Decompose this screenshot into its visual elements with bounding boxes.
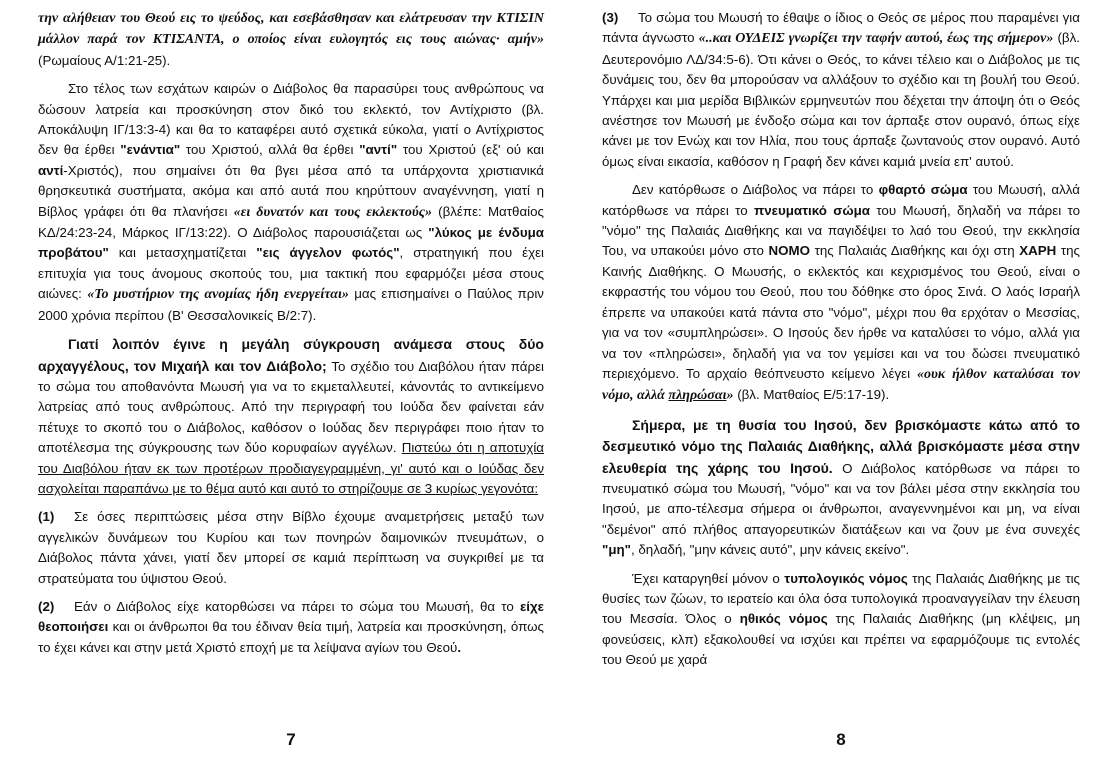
list-item-1 — [38, 507, 544, 589]
page-right — [602, 0, 1080, 770]
paragraph-archangels — [38, 334, 544, 499]
emphasis: ΝΟΜΟ — [768, 243, 811, 259]
page-number: 7 — [286, 730, 296, 749]
paragraph-spiritual-body — [602, 180, 1080, 406]
page-number: 8 — [836, 730, 846, 749]
text-run: μας επισημαίνει ο Παύλος πριν 2000 χρόνια περίπου — [38, 286, 544, 323]
text-run: -Χριστός), που σημαίνει ότι θα βγει μέσα από τα υπάρχοντα χριστιανικά θρησκευτικά συστήματα, ακόμα και από αυτά που κηρύττουν αναγέννηση, γιατί η Βίβλος γράφει ότι θα πλανήσει — [38, 162, 544, 219]
scripture-quote: «ουκ ήλθον καταλύσαι τον νόμο, αλλά — [602, 366, 1080, 404]
scripture-reference: (βλ. Αποκάλυψη ΙΓ/13:3-4) — [38, 101, 544, 138]
emphasis: "εις άγγελον φωτός" — [256, 245, 400, 261]
paragraph-lead: Σήμερα, με τη θυσία του Ιησού, δεν βρισκόμαστε κάτω από το δεσμευτικό νόμο της Παλαιάς Διαθήκης, αλλά βρισκόμαστε μέσα στην ελευθερία της χάρης του Ιησού. — [602, 416, 1080, 476]
emphasis: "ενάντια" — [120, 142, 181, 158]
right-text-column — [602, 8, 1080, 671]
list-marker: (1) — [38, 509, 55, 525]
paragraph-antichrist — [38, 79, 544, 326]
scripture-quote: «ει δυνατόν και τους εκλεκτούς» — [233, 204, 432, 220]
list-marker: (3) — [602, 10, 619, 25]
page-left — [38, 0, 544, 770]
emphasis: αντί — [38, 162, 64, 178]
text-run: της Παλαιάς Διαθήκης (μη κλέψεις, μη φονεύσεις, κλπ) εξακολουθεί να ισχύει και πρέπει να εφαρμόζουμε τις εντολές του Θεού με χαρά — [602, 611, 1080, 668]
list-item-3 — [602, 8, 1080, 172]
scripture-reference: (Β' Θεσσαλονικείς Β/2:7). — [167, 307, 317, 323]
list-item-2 — [38, 597, 544, 658]
text-run: Δεν κατόρθωσε ο Διάβολος να πάρει το — [632, 182, 879, 198]
left-text-column — [38, 8, 544, 658]
text-run: του Μωυσή, αλλά κατόρθωσε να πάρει το — [602, 182, 1080, 218]
scripture-quote: » — [726, 388, 734, 404]
list-marker: (2) — [38, 598, 55, 614]
emphasis: τυπολογικός νόμος — [784, 570, 908, 586]
text-run: , στρατηγική που έχει επιτυχία για τους άνομους σκοπούς του, μια τακτική που εφαρμόζει μέσα στους αιώνες: — [38, 245, 544, 302]
scripture-reference: (βλ. Ματθαίος Ε/5:17-19). — [733, 387, 890, 403]
text-run: Ο Διάβολος κατόρθωσε να πάρει το πνευματικό σώμα του Μωυσή, "νόμο" και να τον βάλει μέσα στην εκκλησία του Ιησού, με απο-τέλεσμα σήμερα οι άνθρωποι, αναγεννημένοι και μη, να είναι "δεμένοι" από πλήθος απαγορευτικών διατάξεων και να ζουν με ένα συνεχές — [602, 460, 1080, 537]
paragraph-moral-law — [602, 569, 1080, 671]
emphasis: πνευματικό σώμα — [753, 202, 870, 218]
text-run: Το σώμα του Μωυσή το έθαψε ο ίδιος ο Θεός σε μέρος που παραμένει για πάντα άγνωστο — [602, 10, 1080, 46]
text-run: Σε όσες περιπτώσεις μέσα στην Βίβλο έχουμε αναμετρήσεις μεταξύ των αγγελικών δυνάμεων του Κυρίου και των πονηρών δαιμονικών πνευμάτων, ο Διάβολος πάντα χάνει, γιατί δεν μπορεί σε καμιά περίπτωση να συγκριθεί με τα στρατεύματα του ύψιστου Θεού. — [38, 509, 544, 586]
emphasis: φθαρτό σώμα — [878, 182, 968, 198]
scripture-quote-underlined: πληρώσαι — [668, 388, 727, 404]
text-run: και οι άνθρωποι θα του έδιναν θεία τιμή, λατρεία και προσκύνηση, όπως το έχει κάνει και στην μετά Χριστό εποχή με τα λείψανα αγίων του Θεού — [38, 619, 544, 655]
text-run: του Χριστού (εξ' ού και — [397, 142, 544, 158]
text-run: της Παλαιάς Διαθήκης και όχι στη — [810, 243, 1020, 259]
text-run: . — [457, 639, 462, 655]
text-run: Έχει καταργηθεί μόνον ο — [632, 570, 785, 586]
scripture-reference: (Ρωμαίους Α/1:21-25). — [38, 52, 171, 68]
text-run: του Μωυσή, δηλαδή να πάρει το "νόμο" της Παλαιάς Διαθήκης και να παγιδέψει το λαό του Θεού, την εκκλησία Του, να υπακούει μόνο στο — [602, 202, 1080, 259]
text-run: Εάν ο Διάβολος είχε κατορθώσει να πάρει το σώμα του Μωυσή, θα το — [74, 598, 520, 614]
emphasis: "αντί" — [359, 142, 398, 158]
scripture-reference: (βλέπε: Ματθαίος ΚΔ/24:23-24, Μάρκος ΙΓ/13:22). — [38, 203, 544, 241]
emphasis: είχε θεοποιήσει — [38, 598, 544, 635]
paragraph-lead: Γιατί λοιπόν έγινε η μεγάλη σύγκρουση ανάμεσα στους δύο αρχαγγέλους, τον Μιχαήλ και τον Διάβολο; — [38, 336, 544, 374]
underlined-text: Πιστεύω ότι η αποτυχία του Διαβόλου ήταν εκ των προτέρων προδιαγεγραμμένη, γι' αυτό και ο Ιούδας δεν ασχολείται παραπάνω με το θέμα αυτό και αυτό το στηρίζουμε σε 3 κυρίως γεγονότα: — [38, 440, 544, 496]
scripture-quote: την αλήθειαν του Θεού εις το ψεύδος, και εσεβάσθησαν και ελάτρευσαν την ΚΤΙΣΙΝ μάλλον παρά τον ΚΤΙΣΑΝΤΑ, ο οποίος είναι ευλογητός εις τους αιώνας· αμήν» — [38, 11, 544, 48]
scripture-reference: (βλ. Δευτερονόμιο ΛΔ/34:5-6). — [602, 30, 1080, 67]
emphasis: "λύκος με ένδυμα προβάτου" — [38, 225, 544, 261]
text-run: και μετασχηματίζεται — [108, 245, 257, 261]
quote-continuation — [38, 8, 544, 71]
scripture-quote: «..και ΟΥΔΕΙΣ γνωρίζει την ταφήν αυτού, έως της σήμερον» — [698, 31, 1054, 47]
emphasis: "μη" — [602, 542, 631, 558]
text-run: Στο τέλος των εσχάτων καιρών ο Διάβολος θα παρασύρει τους ανθρώπους να δώσουν λατρεία και προσκύνηση στον δικό του εκλεκτό, τον Αντίχριστο — [38, 81, 544, 117]
text-run: του Χριστού, αλλά θα έρθει — [180, 142, 360, 158]
text-run: Ο Διάβολος παρουσιάζεται ως — [231, 225, 429, 241]
text-run: της Καινής Διαθήκης. Ο Μωυσής, ο εκλεκτός και κεχρισμένος του Θεού, είναι ο εκφραστής του νόμου του Θεού, που του δόθηκε στο όρος Σινά. Ο λαός Ισραήλ έπρεπε να υπακούει κατά πάντα στο "νόμο", μέχρι που θα ερχόταν ο Μεσσίας, για να τον «συμπληρώσει». Ο Ιησούς δεν ήρθε να καταλύσει το νόμο, αλλά για να τον «πληρώσει», δηλαδή για να τον γεμίσει και να του δώσει πνευματικό περιεχόμενο. Το αρχαίο θεόπνευστο κείμενο λέγει — [602, 243, 1080, 381]
emphasis: ΧΑΡΗ — [1019, 243, 1057, 259]
paragraph-grace — [602, 415, 1080, 561]
scripture-quote: «Το μυστήριον της ανομίας ήδη ενεργείται» — [87, 287, 349, 303]
text-run: της Παλαιάς Διαθήκης με τις θυσίες των ζώων, το ιερατείο και όλα όσα τυπολογικά προαναγγείλαν την έλευση του Μεσσία. Όλος ο — [602, 570, 1080, 627]
text-run: Το σχέδιο του Διαβόλου ήταν πάρει το σώμα του αποθανόντα Μωυσή για να το εκμεταλλευτεί, κάνοντάς το αντικείμενο λατρείας από τους ανθρώπους. Από την περιγραφή του Ιούδα δεν φαίνεται εάν πέτυχε το σκοπό του ο Διάβολος, καθόσον ο Ιούδας δεν περιγράφει ποιο ήταν το αποτέλεσμα της σύγκρουσης των δύο κορυφαίων αγγέλων. — [38, 358, 544, 456]
emphasis: ηθικός νόμος — [739, 611, 828, 627]
text-run: και θα το καταφέρει αυτό σχετικά εύκολα, γιατί ο Αντίχριστος δεν θα έρθει — [38, 122, 544, 158]
text-run: , δηλαδή, "μην κάνεις αυτό", μην κάνεις εκείνο". — [630, 542, 910, 558]
text-run: Ότι κάνει ο Θεός, το κάνει τέλειο και ο Διάβολος με τις δυνάμεις του, δεν θα μπορούσαν να αλλάξουν το σχέδιο και τη βουλή του Θεού. Υπάρχει και μια μερίδα Βιβλικών ερμηνευτών που δέχεται την άποψη ότι ο Θεός ανέστησε τον Μωυσή με ένδοξο σώμα και τον άρπαξε στον ουρανό, όπως είχε κάνει με τον Ενώχ και τον Ηλία, που τους άρπαξε ζωντανούς στον ουρανό. Αυτό όμως είναι εικασία, καθόσον η Γραφή δεν κάνει καμιά μνεία επ' αυτού. — [602, 51, 1080, 169]
